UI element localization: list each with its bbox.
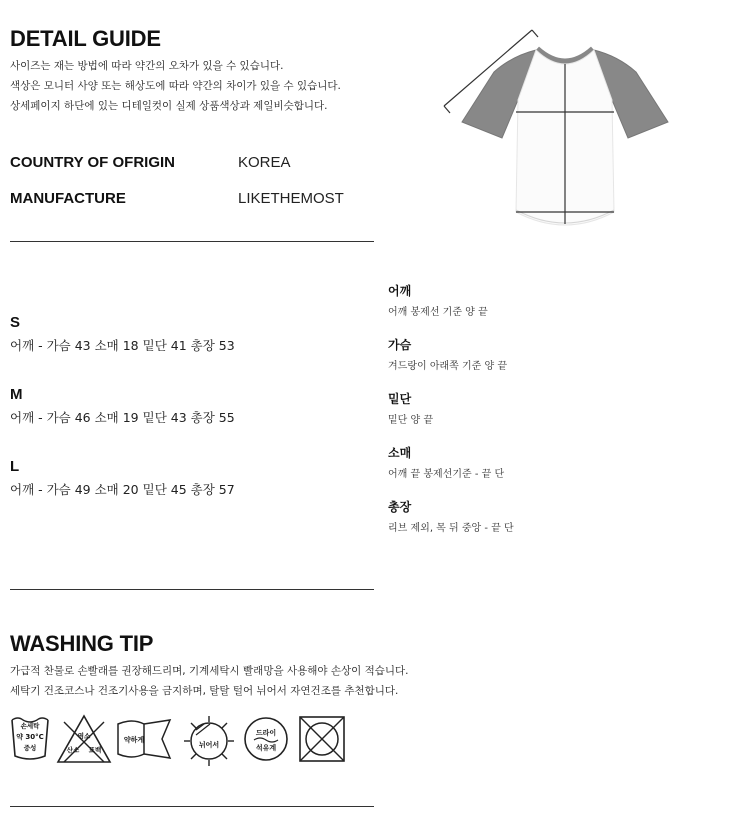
size-m xyxy=(10,386,235,426)
no-chlorine-bleach-triangle-icon xyxy=(56,714,112,764)
bleach-text-chlorine: 염소 xyxy=(77,732,91,740)
bleach-text-oxygen: 산소 xyxy=(66,746,80,754)
measure-hem xyxy=(388,390,433,426)
hand-wash-text: 손세탁 xyxy=(20,722,40,730)
washing-notes xyxy=(10,661,409,701)
size-label: L xyxy=(10,458,20,475)
detail-note: 상세페이지 하단에 있는 디테일컷이 실제 상품색상과 제일비슷합니다. xyxy=(10,100,328,112)
size-label: S xyxy=(10,314,21,331)
measure-desc: 리브 제외, 목 뒤 중앙 - 끝 단 xyxy=(388,523,514,534)
measure-title: 밑단 xyxy=(388,392,412,406)
country-of-origin-value: KOREA xyxy=(238,154,291,171)
manufacture-value: LIKETHEMOST xyxy=(238,190,344,207)
detail-guide-title: DETAIL GUIDE xyxy=(10,26,161,51)
hand-wash-basin-icon xyxy=(10,714,50,764)
measure-chest xyxy=(388,336,507,372)
size-value: 어깨 - 가슴 43 소매 18 밑단 41 총장 53 xyxy=(10,338,235,353)
divider xyxy=(10,806,374,807)
measure-sleeve xyxy=(388,444,504,480)
size-value: 어깨 - 가슴 49 소매 20 밑단 45 총장 57 xyxy=(10,482,235,497)
size-s xyxy=(10,314,235,354)
size-l xyxy=(10,458,235,498)
dry-clean-text: 드라이 xyxy=(255,729,277,737)
manufacture-label: MANUFACTURE xyxy=(10,190,126,207)
measure-shoulder xyxy=(388,282,488,318)
hand-wash-detergent: 중성 xyxy=(23,744,37,752)
divider xyxy=(10,241,374,242)
lay-flat-dry-icon xyxy=(182,714,236,768)
measure-title: 어깨 xyxy=(388,284,412,298)
washing-note: 가급적 찬물로 손빨래를 권장해드리며, 기계세탁시 빨래망을 사용해야 손상이 적습니다. xyxy=(10,665,409,677)
measure-length xyxy=(388,498,514,534)
country-of-origin-label: COUNTRY OF OFRIGIN xyxy=(10,154,175,171)
measure-desc: 밑단 양 끝 xyxy=(388,415,433,426)
no-tumble-dry-icon xyxy=(298,714,346,764)
detail-note: 사이즈는 재는 방법에 따라 약간의 오차가 있을 수 있습니다. xyxy=(10,60,284,72)
measure-title: 총장 xyxy=(388,500,412,514)
net-label: 약하게 xyxy=(123,736,145,744)
dry-clean-solvent-icon xyxy=(242,714,290,764)
bleach-text-bleach: 표백 xyxy=(88,746,102,754)
washing-tip-title: WASHING TIP xyxy=(10,631,154,656)
divider xyxy=(10,589,374,590)
dry-clean-solvent-text: 석유계 xyxy=(255,744,277,752)
detail-guide-notes xyxy=(10,56,341,116)
washing-note: 세탁기 건조코스나 건조기사용을 금지하며, 탈탈 털어 뉘어서 자연건조를 추천합니다. xyxy=(10,685,399,697)
lay-flat-label: 뉘어서 xyxy=(198,741,220,749)
size-value: 어깨 - 가슴 46 소매 19 밑단 43 총장 55 xyxy=(10,410,235,425)
tshirt-measurement-illustration xyxy=(440,26,680,245)
detail-note: 색상은 모니터 사양 또는 해상도에 따라 약간의 차이가 있을 수 있습니다. xyxy=(10,80,341,92)
size-label: M xyxy=(10,386,23,403)
measure-desc: 어깨 끝 봉제선기준 - 끝 단 xyxy=(388,469,505,480)
measure-title: 가슴 xyxy=(388,338,412,352)
laundry-net-icon xyxy=(114,714,176,764)
measure-desc: 어깨 봉제선 기준 양 끝 xyxy=(388,307,488,318)
hand-wash-temp: 약 30°C xyxy=(16,733,44,741)
measure-title: 소매 xyxy=(388,446,412,460)
measure-desc: 겨드랑이 아래쪽 기준 양 끝 xyxy=(388,361,507,372)
